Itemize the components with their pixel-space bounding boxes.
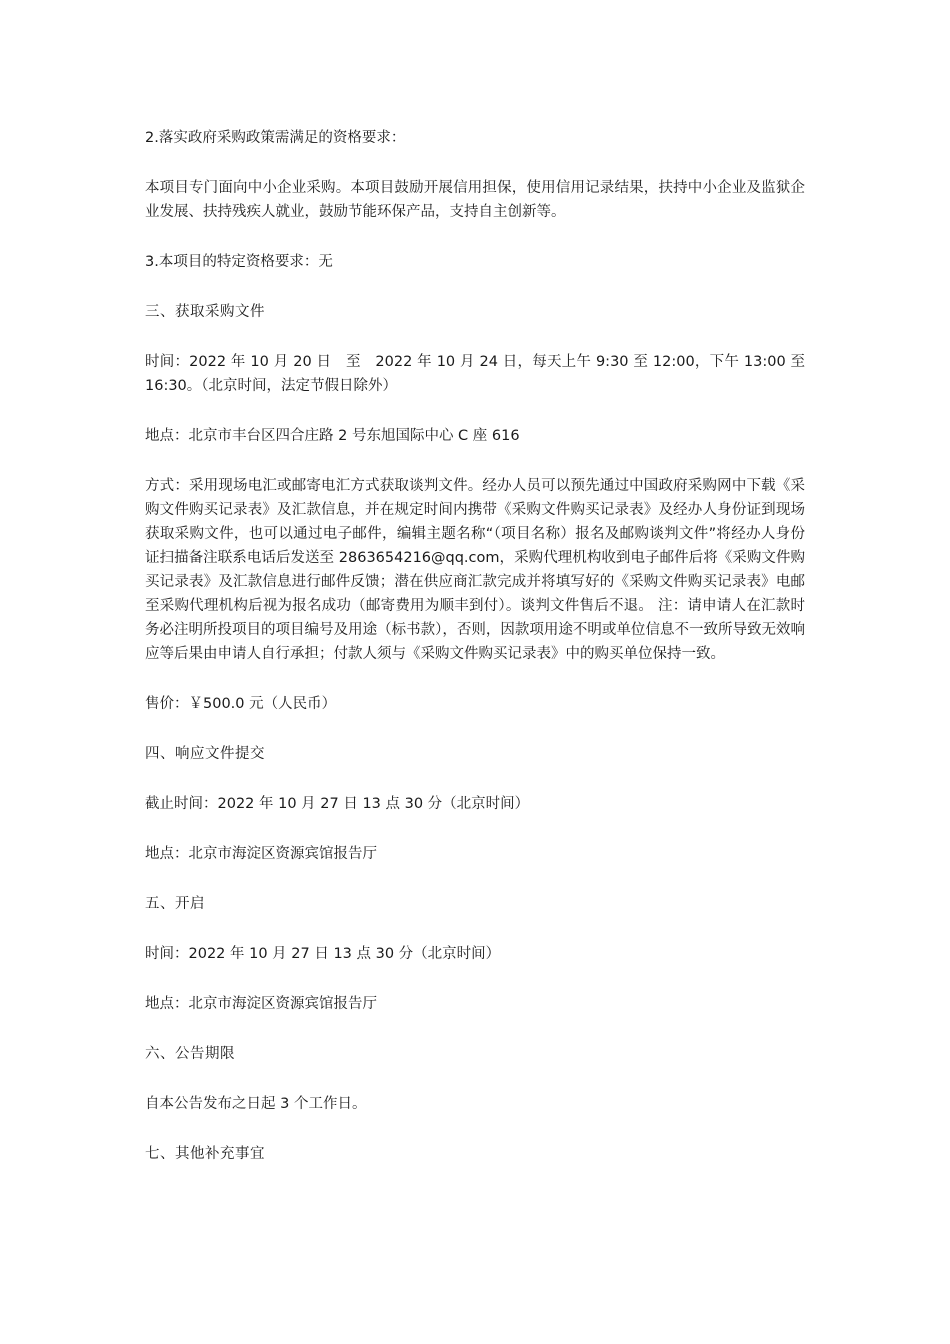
section-obtain-documents-heading: 三、获取采购文件 — [145, 304, 265, 320]
document-body — [145, 126, 805, 1192]
submission-location: 地点：北京市海淀区资源宾馆报告厅 — [145, 846, 377, 862]
obtain-time: 时间：2022 年 10 月 20 日 至 2022 年 10 月 24 日，每天上午 9:30 至 12:00，下午 13:00 至 16:30。（北京时间，法定节假日除外） — [145, 354, 805, 394]
qualification-policy-text: 本项目专门面向中小企业采购。本项目鼓励开展信用担保，使用信用记录结果，扶持中小企业及监狱企业发展、扶持残疾人就业，鼓励节能环保产品，支持自主创新等。 — [145, 180, 805, 220]
obtain-method: 方式：采用现场电汇或邮寄电汇方式获取谈判文件。经办人员可以预先通过中国政府采购网中下载《采购文件购买记录表》及汇款信息，并在规定时间内携带《采购文件购买记录表》及经办人身份证到现场获取采购文件，也可以通过电子邮件，编辑主题名称“（项目名称）报名及邮购谈判文件”将经办人身份证扫描备注联系电话后发送至 2863654216@qq.com，采购代理机构收到电子邮件后将《采购文件购买记录表》及汇款信息进行邮件反馈；潜在供应商汇款完成并将填写好的《采购文件购买记录表》电邮至采购代理机构后视为报名成功（邮寄费用为顺丰到付）。谈判文件售后不退。 注：请申请人在汇款时务必注明所投项目的项目编号及用途（标书款），否则，因款项用途不明或单位信息不一致所导致无效响应等后果由申请人自行承担；付款人须与《采购文件购买记录表》中的购买单位保持一致。 — [145, 478, 805, 662]
opening-time: 时间：2022 年 10 月 27 日 13 点 30 分（北京时间） — [145, 946, 501, 962]
section-other-matters-heading: 七、其他补充事宜 — [145, 1146, 265, 1162]
notice-period-text: 自本公告发布之日起 3 个工作日。 — [145, 1096, 367, 1112]
section-submission-heading: 四、响应文件提交 — [145, 746, 265, 762]
specific-qualification: 3.本项目的特定资格要求：无 — [145, 254, 333, 270]
submission-deadline: 截止时间：2022 年 10 月 27 日 13 点 30 分（北京时间） — [145, 796, 530, 812]
section-opening-heading: 五、开启 — [145, 896, 205, 912]
opening-location: 地点：北京市海淀区资源宾馆报告厅 — [145, 996, 377, 1012]
document-price: 售价：￥500.0 元（人民币） — [145, 696, 337, 712]
qualification-policy-heading: 2.落实政府采购政策需满足的资格要求： — [145, 130, 406, 146]
section-notice-period-heading: 六、公告期限 — [145, 1046, 235, 1062]
obtain-location: 地点：北京市丰台区四合庄路 2 号东旭国际中心 C 座 616 — [145, 428, 520, 444]
